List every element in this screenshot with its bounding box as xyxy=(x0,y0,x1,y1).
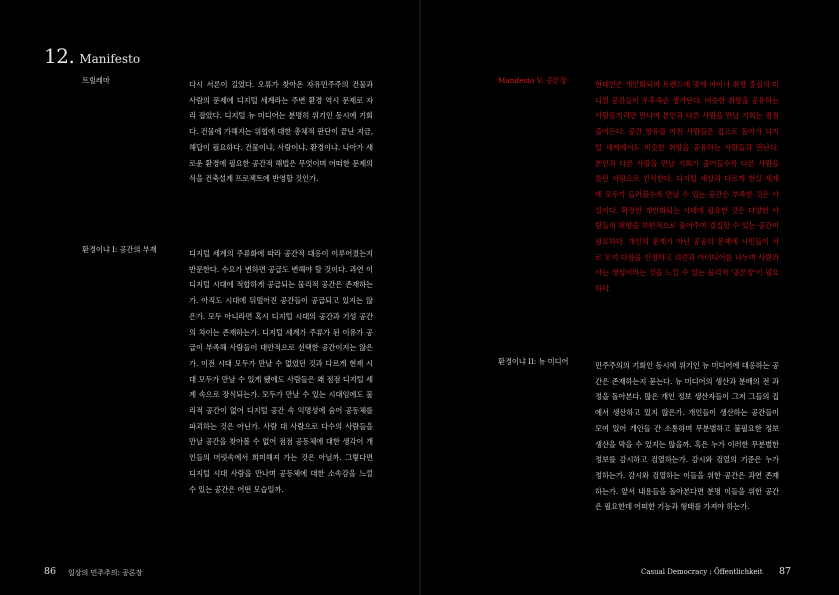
running-footer-left: 일상의 민주주의: 공론장 xyxy=(68,569,143,577)
section-body-new-media: 민주주의의 기회인 동시에 위기인 뉴 미디어에 대응하는 공간은 존재하는지 묻는다. 뉴 미디어의 생산과 분배의 전 과정을 돌아본다. 많은 개인 정보 생산자들이 그저 그들의 집에서 생산하고 있지 않은가. 개인들이 생산하는 공간들이 모여 있어 개인들 간 소통하며 무분별하고 불필요한 정보 생산을 막을 수 있지는 않을까. 혹은 누가 이러한 무분별한 정보를 감시하고 검열하는가. 감시와 검열의 기준은 누가 정하는가. 감시와 검열하는 이들을 위한 공간은 과연 존재하는가. 앞서 내용들을 돌아본다면 분명 이들을 위한 공간은 필요한데 어떠한 기능과 형태를 가져야 하는가. xyxy=(595,361,779,512)
page-number-left: 86 xyxy=(44,566,57,577)
page-number-right: 87 xyxy=(779,566,792,577)
section-label-trilemma: 트릴레마 xyxy=(82,76,110,85)
section-label-space-absence: 환경이냐 I: 공간의 부재 xyxy=(82,245,157,254)
section-body-space-absence: 디지털 세계의 주류화에 따라 공간적 대응이 이루어졌는지 반문한다. 수요가 변하면 공급도 변해야 할 것이다. 과연 이 디지털 시대에 적합하게 공급되는 물리적 공간은 존재하는가. 아직도 시대에 뒤떨어진 공간들이 공급되고 있지는 않은가. 모두 아니라면 혹시 디지털 시대의 공간과 기성 공간의 차이는 존재하는가. 디지털 세계가 주류가 된 이유가 공급이 부족해 사람들이 대안적으로 선택한 공간이지는 않은가. 이전 시대 모두가 만날 수 없었던 것과 다르게 현재 시대 모두가 만날 수 있게 됐에도 사람들은 왜 점점 디지털 세계 속으로 장식되는가. 모두가 만날 수 있는 시대임에도 물리적 공간이 없어 디지털 공간 속 익명성에 숨어 공동체를 파괴하는 것은 아닌가. 사람 대 사람으로 다수의 사람들을 만날 공간을 찾아볼 수 없어 점점 공동체에 대한 생각이 개인들의 머릿속에서 희미해져 가는 것은 아닐까. 그렇다면 디지털 시대 사람을 만나며 공동체에 대한 소속감을 느낄 수 있는 공간은 어떤 모습일까. xyxy=(189,249,373,494)
chapter-heading xyxy=(44,44,140,68)
section-body-manifesto-v: 현대인은 개인화되며 트렌드에 맞게 마이너 취향 중심의 미니멀 공간들이 우후죽순 생겨난다. 비슷한 취향을 공유하는 사람들끼리만 만나며 본인과 다른 사람을 만날 기회는 점점 줄어든다. 공간 향유를 마친 사람들은 집으로 돌아가 디지털 세계에서도 비슷한 취향을 공유하는 사람들과 만난다. 본인과 다른 사람을 만날 기회가 줄어들수록 다른 사람을 틀린 사람으로 인식한다. 디지털 세상과 다르게 현실 세계에 모두가 들러볼수록 만날 수 있는 공간은 부족한 것은 사실이다. 확장한 개인화되는 시대에 필요한 것은 다양한 사람들의 취향을 보편적으로 풀어주며 결집할 수 있는 공간이 필요하다. 개인의 문제가 아닌 공공의 문제에 시민들이 서로 모여 다름을 인정하고 의견과 아이디어를 나누며 사람과 사는 생성이라는 것을 느낄 수 있는 물리적 '공론장'이 필요하다. xyxy=(595,80,779,294)
section-body-trilemma: 다시 서론이 길었다. 오류가 찾아온 자유민주주의 건물과 사람의 문제에 디지털 세계라는 주변 환경 역시 문제로 자리 잡았다. 디지털 뉴 미디어는 분명히 위기인 동시에 기회다. 건물에 가해지는 위협에 대한 총체적 판단이 끝난 지금, 해답이 필요하다. 건물이냐, 사람이냐, 환경이냐. 나아가 새로운 환경에 필요한 공간적 해법은 무엇이며 어떠한 문제의식을 건축설계 프로젝트에 반영할 것인가. xyxy=(189,80,373,184)
section-label-manifesto-v: Manifesto V: 공론장 xyxy=(498,76,567,85)
chapter-number: 12. xyxy=(44,44,75,68)
running-footer-right: Casual Democracy : Öffentlichkeit xyxy=(641,568,763,576)
chapter-title: Manifesto xyxy=(79,52,141,66)
right-page xyxy=(421,0,839,595)
left-page xyxy=(0,0,419,595)
section-label-new-media: 환경이냐 II: 뉴 미디어 xyxy=(498,357,569,366)
